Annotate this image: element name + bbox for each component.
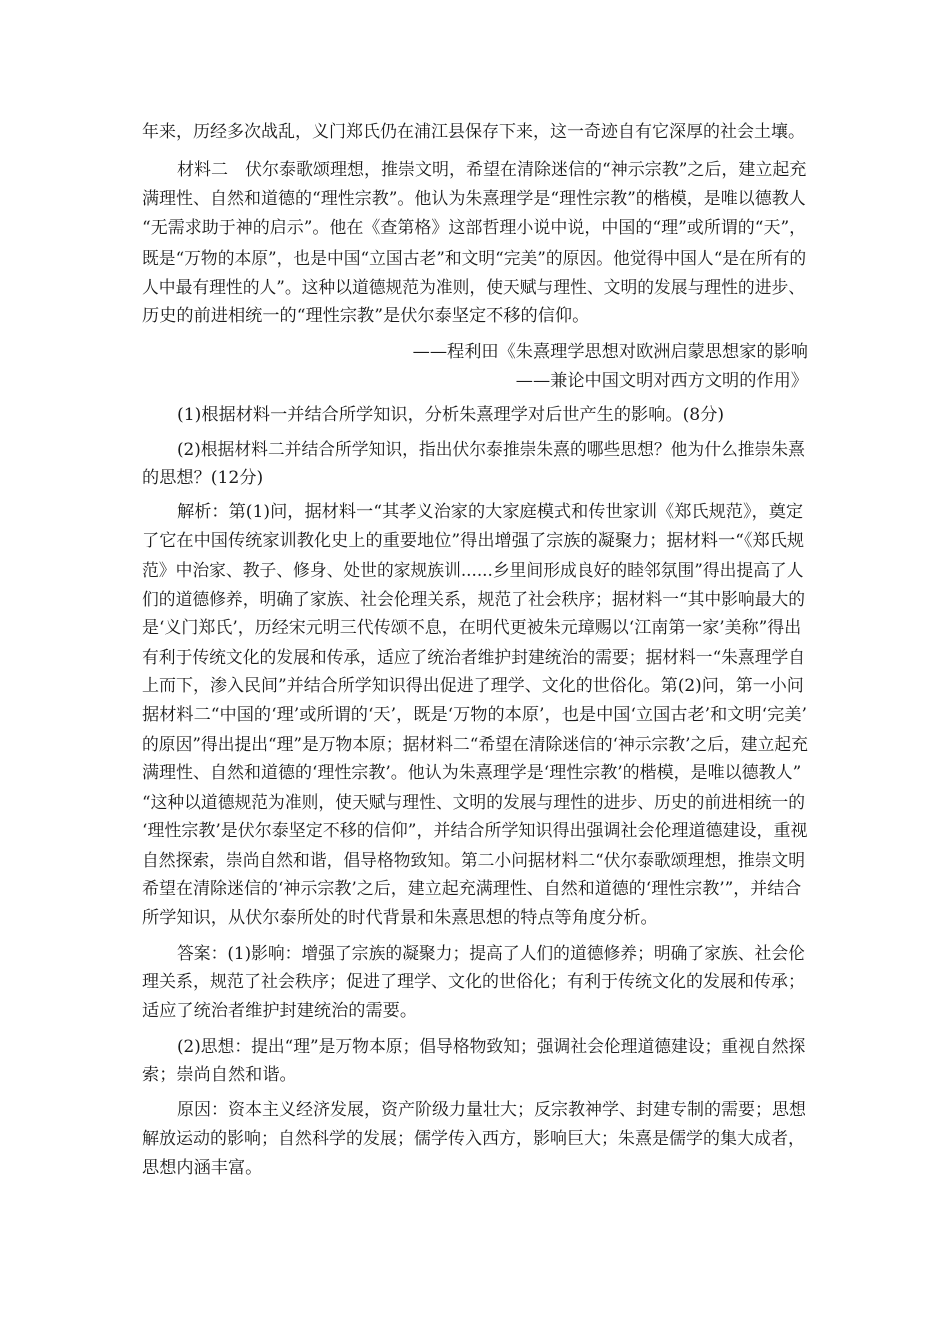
question-1: (1)根据材料一并结合所学知识，分析朱熹理学对后世产生的影响。(8分): [177, 405, 725, 425]
answer-line: 适应了统治者维护封建统治的需要。: [142, 1001, 418, 1021]
text-line: 材料二 伏尔泰歌颂理想，推崇文明，希望在清除迷信的“神示宗教”之后，建立起充: [177, 160, 807, 180]
analysis-line: 了它在中国传统家训教化史上的重要地位”得出增强了宗族的凝聚力；据材料一“《郑氏规: [142, 531, 805, 551]
answer-line: (2)思想：提出“理”是万物本原；倡导格物致知；强调社会伦理道德建设；重视自然探: [177, 1036, 806, 1056]
analysis-line: 范》中治家、教子、修身、处世的家规族训......乡里间形成良好的睦邻氛围”得出提高了人: [142, 560, 804, 580]
answer-line: 答案：(1)影响：增强了宗族的凝聚力；提高了人们的道德修养；明确了家族、社会伦: [177, 943, 805, 963]
answer-line: 原因：资本主义经济发展，资产阶级力量壮大；反宗教神学、封建专制的需要；思想: [177, 1100, 806, 1120]
answer-line: 思想内涵丰富。: [142, 1158, 263, 1178]
analysis-line: ‘理性宗教’是伏尔泰坚定不移的信仰”，并结合所学知识得出强调社会伦理道德建设，重视: [142, 821, 808, 841]
text-line: 历史的前进相统一的“理性宗教”是伏尔泰坚定不移的信仰。: [142, 306, 590, 326]
analysis-line: 自然探索，崇尚自然和谐，倡导格物致知。第二小问据材料二“伏尔泰歌颂理想，推崇文明: [142, 850, 806, 870]
answer-line: 理关系，规范了社会秩序；促进了理学、文化的世俗化；有利于传统文化的发展和传承；: [142, 972, 805, 992]
analysis-line: 是‘义门郑氏’，历经宋元明三代传颂不息，在明代更被朱元璋赐以‘江南第一家’美称”得出: [142, 618, 802, 638]
analysis-line: “这种以道德规范为准则，使天赋与理性、文明的发展与理性的进步、历史的前进相统一的: [142, 792, 806, 812]
analysis-line: 有利于传统文化的发展和传承，适应了统治者维护封建统治的需要；据材料一“朱熹理学自: [142, 647, 806, 667]
question-2: (2)根据材料二并结合所学知识，指出伏尔泰推崇朱熹的哪些思想？他为什么推崇朱熹: [177, 439, 805, 459]
analysis-line: 解析：第(1)问，据材料一“其孝义治家的大家庭模式和传世家训《郑氏规范》，奠定: [177, 502, 804, 522]
text-line: 满理性、自然和道德的“理性宗教”。他认为朱熹理学是“理性宗教”的楷模，是唯以德教人: [142, 189, 806, 209]
answer-line: 解放运动的影响；自然科学的发展；儒学传入西方，影响巨大；朱熹是儒学的集大成者，: [142, 1129, 805, 1149]
analysis-line: 据材料二“中国的‘理’或所谓的‘天’，既是‘万物的本原’，也是中国‘立国古老’和文明‘完美’: [142, 705, 807, 725]
citation-line: ——兼论中国文明对西方文明的作用》: [515, 371, 808, 391]
answer-line: 索；崇尚自然和谐。: [142, 1065, 297, 1085]
analysis-line: 所学知识，从伏尔泰所处的时代背景和朱熹思想的特点等角度分析。: [142, 908, 658, 928]
analysis-line: 希望在清除迷信的‘神示宗教’之后，建立起充满理性、自然和道德的‘理性宗教’”，并结合: [142, 879, 802, 899]
analysis-line: 的原因”得出提出“理”是万物本原；据材料二“希望在清除迷信的‘神示宗教’之后，建立起充: [142, 734, 808, 754]
text-line: 既是“万物的本原”，也是中国“立国古老”和文明“完美”的原因。他觉得中国人“是在所有的: [142, 248, 807, 268]
analysis-line: 们的道德修养，明确了家族、社会伦理关系，规范了社会秩序；据材料一“其中影响最大的: [142, 589, 806, 609]
text-line: 年来，历经多次战乱，义门郑氏仍在浦江县保存下来，这一奇迹自有它深厚的社会土壤。: [142, 122, 805, 142]
text-line: “无需求助于神的启示”。他在《查第格》这部哲理小说中说，中国的“理”或所谓的“天”，: [142, 218, 807, 238]
citation-line: ——程利田《朱熹理学思想对欧洲启蒙思想家的影响: [412, 342, 808, 362]
question-2: 的思想？(12分): [142, 468, 264, 488]
analysis-line: 满理性、自然和道德的‘理性宗教’。他认为朱熹理学是‘理性宗教’的楷模，是唯以德教人”: [142, 763, 802, 783]
analysis-line: 上而下，渗入民间”并结合所学知识得出促进了理学、文化的世俗化。第(2)问，第一小问: [142, 676, 804, 696]
text-line: 人中最有理性的人”。这种以道德规范为准则，使天赋与理性、文明的发展与理性的进步、: [142, 277, 806, 297]
